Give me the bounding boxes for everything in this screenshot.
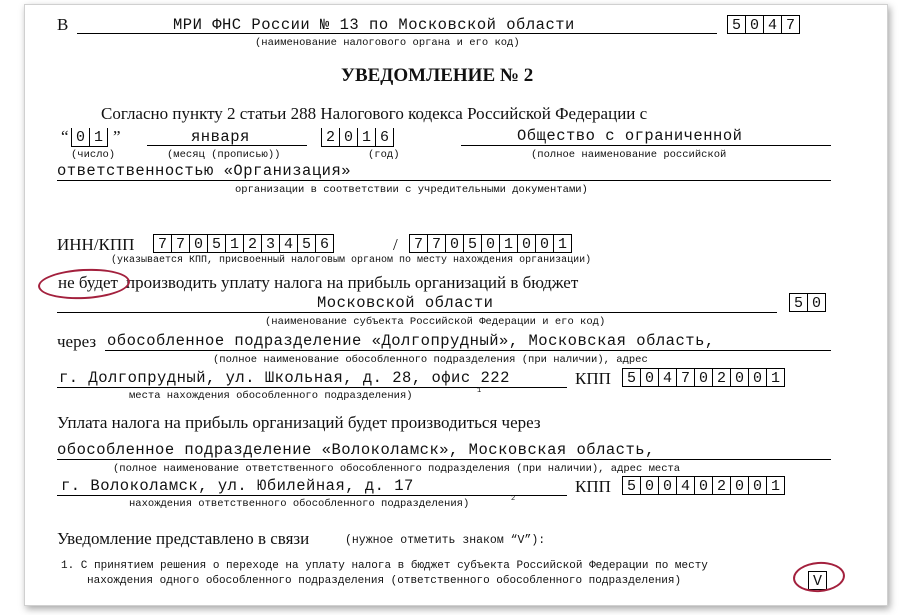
- inn-cell: 4: [279, 234, 298, 253]
- inn-kpp-separator: /: [393, 235, 398, 254]
- month-caption: (месяц (прописью)): [167, 149, 281, 161]
- inn-kpp-caption: (указывается КПП, присвоенный налоговым органом по месту нахождения организации): [111, 255, 592, 266]
- authority-code-cells: [727, 15, 799, 34]
- page-title: УВЕДОМЛЕНИЕ № 2: [341, 65, 534, 86]
- year-cell: 1: [357, 128, 376, 147]
- payment-kpp-cell: 0: [748, 476, 767, 495]
- inn-cell: 1: [225, 234, 244, 253]
- kpp-cell: 0: [517, 234, 536, 253]
- inn-cell: 5: [207, 234, 226, 253]
- intro-text: Согласно пункту 2 статьи 288 Налогового кодекса Российской Федерации с: [101, 104, 648, 123]
- through-kpp-cell: 5: [622, 368, 641, 387]
- region-underline: [57, 312, 777, 313]
- payment-kpp-cell: 0: [658, 476, 677, 495]
- day-cells: [71, 128, 107, 147]
- org-underline-2: [57, 180, 831, 181]
- year-cell: 0: [339, 128, 358, 147]
- through-kpp-cell: 1: [766, 368, 785, 387]
- inn-cell: 6: [315, 234, 334, 253]
- payment-division-caption1: (полное наименование ответственного обособленного подразделения (при наличии), адрес места: [113, 463, 681, 475]
- payment-division-line2: г. Волоколамск, ул. Юбилейная, д. 17: [61, 477, 414, 495]
- not-will-highlight-ellipse: [37, 267, 130, 302]
- payment-kpp-cell: 2: [712, 476, 731, 495]
- authority-code-cell: 7: [781, 15, 800, 34]
- payment-kpp-cell: 5: [622, 476, 641, 495]
- payment-kpp-label: КПП: [575, 477, 611, 496]
- payment-kpp-cell: 0: [640, 476, 659, 495]
- org-name-part2: ответственностью «Организация»: [57, 162, 352, 180]
- through-kpp-cell: 4: [658, 368, 677, 387]
- checkbox-highlight-ellipse: [792, 560, 846, 594]
- authority-code-cell: 0: [745, 15, 764, 34]
- inn-cell: 2: [243, 234, 262, 253]
- quote-open: “: [61, 127, 69, 146]
- year-cell: 6: [375, 128, 394, 147]
- authority-code-cell: 4: [763, 15, 782, 34]
- kpp-cell: 0: [481, 234, 500, 253]
- inn-cell: 3: [261, 234, 280, 253]
- authority-caption: (наименование налогового органа и его код): [255, 37, 520, 49]
- inn-cells: [153, 234, 333, 253]
- payment-underline-1: [57, 459, 831, 460]
- day-cell: 1: [89, 128, 108, 147]
- region-code-cell: 5: [789, 293, 808, 312]
- quote-close: ”: [113, 127, 121, 146]
- kpp-cells: [409, 234, 571, 253]
- year-cell: 2: [321, 128, 340, 147]
- through-kpp-cell: 0: [730, 368, 749, 387]
- payment-kpp-cells: [622, 476, 784, 495]
- authority-name: МРИ ФНС России № 13 по Московской области: [173, 16, 575, 34]
- reason-item1-line1: 1. С принятием решения о переходе на уплату налога в бюджет субъекта Российской Федерации по месту: [61, 560, 708, 572]
- region-caption: (наименование субъекта Российской Федерации и его код): [265, 316, 606, 328]
- payment-footnote: 2: [511, 495, 516, 503]
- month-value: января: [191, 128, 250, 146]
- payment-underline-2: [57, 495, 567, 496]
- through-kpp-cell: 0: [640, 368, 659, 387]
- payment-division-caption2: нахождения ответственного обособленного подразделения): [129, 498, 470, 510]
- inn-cell: 5: [297, 234, 316, 253]
- reason-hint: (нужное отметить знаком “V”):: [345, 534, 546, 547]
- through-kpp-cells: [622, 368, 784, 387]
- through-kpp-cell: 2: [712, 368, 731, 387]
- through-kpp-label: КПП: [575, 369, 611, 388]
- through-footnote: 1: [477, 387, 482, 395]
- payment-division-line1: обособленное подразделение «Волоколамск», Московская область,: [57, 441, 655, 459]
- statement-not-will: не будет: [58, 273, 118, 292]
- org-underline-1: [461, 145, 831, 146]
- kpp-cell: 7: [409, 234, 428, 253]
- through-division-caption1: (полное наименование обособленного подразделения (при наличии), адрес: [213, 354, 648, 366]
- year-caption: (год): [368, 149, 400, 161]
- through-division-line1: обособленное подразделение «Долгопрудный», Московская область,: [107, 332, 715, 350]
- inn-cell: 7: [171, 234, 190, 253]
- reason-item1-line2: нахождения одного обособленного подразделения (ответственного обособленного подразделения): [87, 575, 682, 587]
- region-code-cell: 0: [807, 293, 826, 312]
- reason-label: Уведомление представлено в связи: [57, 529, 310, 548]
- year-cells: [321, 128, 393, 147]
- inn-kpp-label: ИНН/КПП: [57, 235, 135, 254]
- header-prefix: В: [57, 15, 69, 34]
- org-caption-part2: организации в соответствии с учредительными документами): [235, 184, 588, 196]
- kpp-cell: 0: [535, 234, 554, 253]
- authority-code-cell: 5: [727, 15, 746, 34]
- day-cell: 0: [71, 128, 90, 147]
- notification-sheet: [24, 4, 888, 606]
- through-underline-1: [105, 350, 831, 351]
- kpp-cell: 1: [553, 234, 572, 253]
- day-caption: (число): [71, 149, 116, 161]
- reason-item1-checkbox[interactable]: V: [808, 571, 827, 590]
- payment-kpp-cell: 0: [730, 476, 749, 495]
- payment-kpp-cell: 4: [676, 476, 695, 495]
- kpp-cell: 5: [463, 234, 482, 253]
- kpp-cell: 0: [445, 234, 464, 253]
- kpp-cell: 1: [499, 234, 518, 253]
- through-label: через: [57, 332, 97, 351]
- kpp-cell: 7: [427, 234, 446, 253]
- through-division-line2: г. Долгопрудный, ул. Школьная, д. 28, офис 222: [59, 369, 510, 387]
- inn-cell: 7: [153, 234, 172, 253]
- through-underline-2: [57, 387, 567, 388]
- through-division-caption2: места нахождения обособленного подразделения): [129, 390, 413, 402]
- payment-kpp-cell: 1: [766, 476, 785, 495]
- region-code-cells: [789, 293, 825, 312]
- org-name-part1: Общество с ограниченной: [517, 127, 743, 145]
- region-name: Московской области: [317, 294, 494, 312]
- statement-text: производить уплату налога на прибыль организаций в бюджет: [126, 273, 579, 292]
- payment-text: Уплата налога на прибыль организаций будет производиться через: [57, 413, 541, 432]
- through-kpp-cell: 0: [694, 368, 713, 387]
- org-caption-part1: (полное наименование российской: [531, 149, 727, 161]
- payment-kpp-cell: 0: [694, 476, 713, 495]
- through-kpp-cell: 0: [748, 368, 767, 387]
- through-kpp-cell: 7: [676, 368, 695, 387]
- inn-cell: 0: [189, 234, 208, 253]
